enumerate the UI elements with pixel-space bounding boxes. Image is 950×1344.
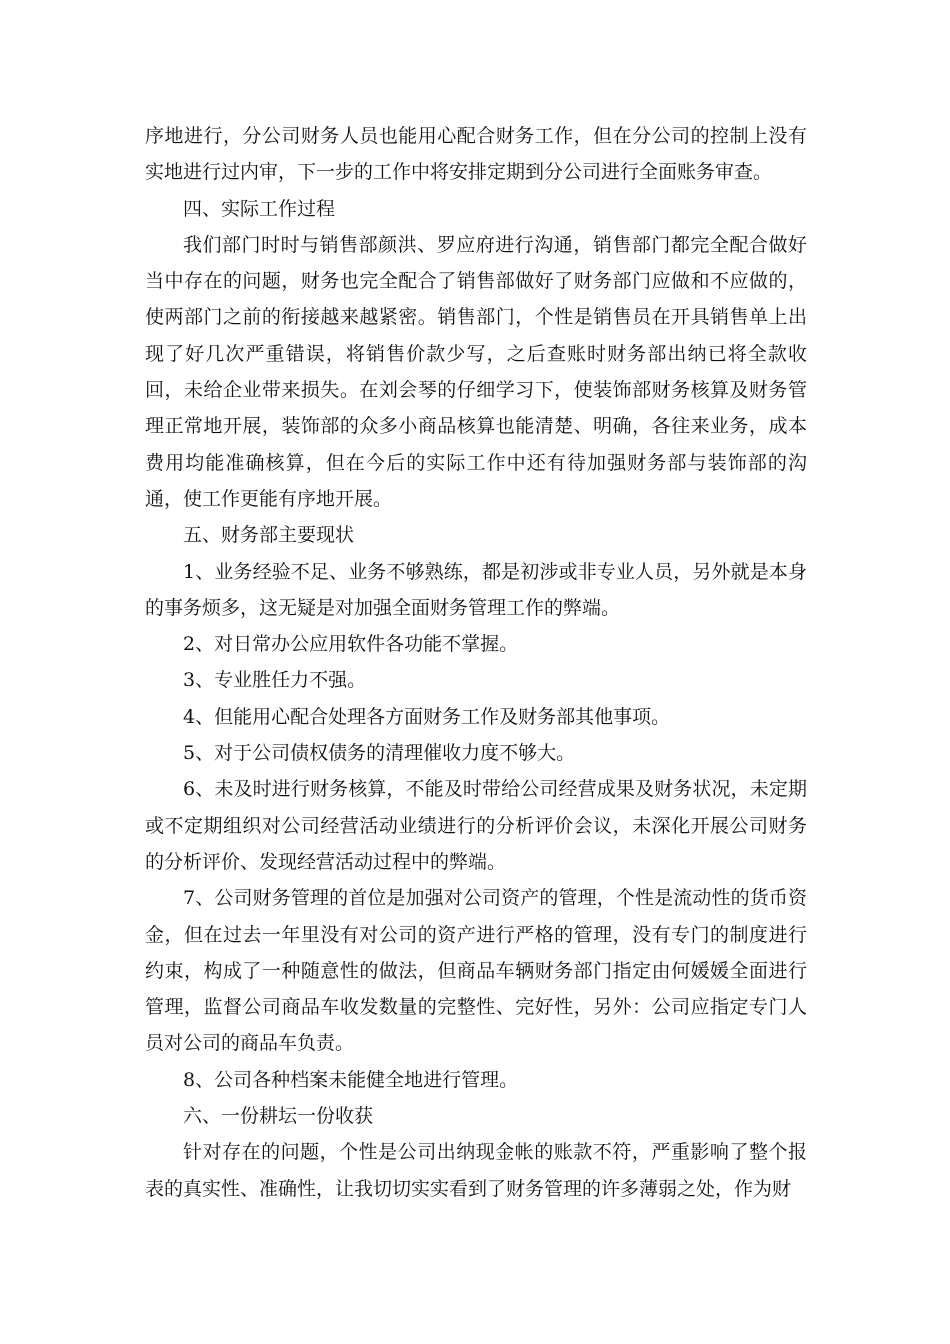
section-heading-5: 五、财务部主要现状: [183, 524, 355, 547]
document-body: [145, 118, 807, 1207]
list-item-2: 2、对日常办公应用软件各功能不掌握。: [183, 633, 519, 656]
list-item-3: 3、专业胜任力不强。: [183, 669, 367, 692]
list-item-4: 4、但能用心配合处理各方面财务工作及财务部其他事项。: [183, 705, 671, 728]
section-heading-6: 六、一份耕坛一份收获: [183, 1105, 374, 1128]
list-item-8: 8、公司各种档案未能健全地进行管理。: [183, 1068, 519, 1091]
list-item-6: 6、未及时进行财务核算，不能及时带给公司经营成果及财务状况，未定期或不定期组织对公司经营活动业绩进行的分析评价会议，未深化开展公司财务的分析评价、发现经营活动过程中的弊端。: [145, 778, 807, 873]
list-item-5: 5、对于公司债权债务的清理催收力度不够大。: [183, 742, 576, 765]
paragraph-final: 针对存在的问题，个性是公司出纳现金帐的账款不符，严重影响了整个报表的真实性、准确性，让我切切实实看到了财务管理的许多薄弱之处，作为财: [145, 1141, 807, 1200]
paragraph-continuation: 序地进行，分公司财务人员也能用心配合财务工作，但在分公司的控制上没有实地进行过内审，下一步的工作中将安排定期到分公司进行全面账务审查。: [145, 125, 807, 184]
section-heading-4: 四、实际工作过程: [183, 197, 336, 220]
list-item-1: 1、业务经验不足、业务不够熟练，都是初涉或非专业人员，另外就是本身的事务烦多，这无疑是对加强全面财务管理工作的弊端。: [145, 560, 807, 619]
list-item-7: 7、公司财务管理的首位是加强对公司资产的管理，个性是流动性的货币资金，但在过去一年里没有对公司的资产进行严格的管理，没有专门的制度进行约束，构成了一种随意性的做法，但商品车辆财务部门指定由何媛媛全面进行管理，监督公司商品车收发数量的完整性、完好性，另外：公司应指定专门人员对公司的商品车负责。: [145, 887, 807, 1055]
paragraph-work-process: 我们部门时时与销售部颜洪、罗应府进行沟通，销售部门都完全配合做好当中存在的问题，财务也完全配合了销售部做好了财务部门应做和不应做的，使两部门之前的衔接越来越紧密。销售部门，个性是销售员在开具销售单上出现了好几次严重错误，将销售价款少写，之后查账时财务部出纳已将全款收回，未给企业带来损失。在刘会琴的仔细学习下，使装饰部财务核算及财务管理正常地开展，装饰部的众多小商品核算也能清楚、明确，各往来业务，成本费用均能准确核算，但在今后的实际工作中还有待加强财务部与装饰部的沟通，使工作更能有序地开展。: [145, 233, 807, 510]
